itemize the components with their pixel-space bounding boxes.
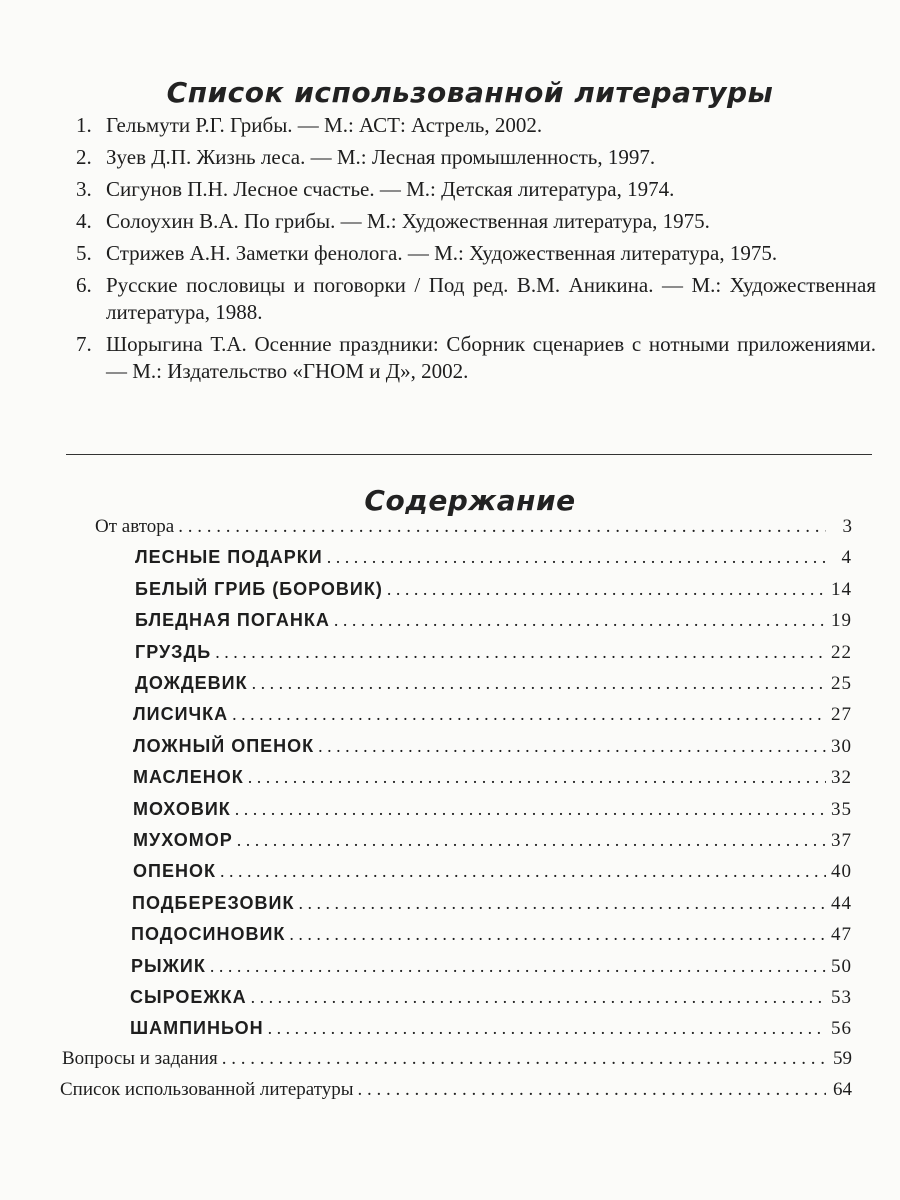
toc-entry: [135, 579, 852, 605]
item-number: 2.: [76, 145, 92, 169]
toc-entry-label: БЛЕДНАЯ ПОГАНКА: [135, 610, 330, 631]
bibliography-item: [76, 176, 876, 203]
dot-leader: [298, 893, 826, 914]
dot-leader: [318, 736, 826, 757]
toc-entry-page: 35: [831, 798, 852, 820]
dot-leader: [252, 673, 826, 694]
dot-leader: [215, 642, 826, 663]
toc-entry-page: 53: [831, 987, 852, 1008]
item-text: Гельмути Р.Г. Грибы. — М.: АСТ: Астрель, 2002.: [106, 113, 543, 137]
toc-entry-page: 30: [831, 735, 852, 757]
dot-leader: [268, 1018, 826, 1039]
dot-leader: [220, 861, 826, 882]
toc-entry-page: 27: [831, 704, 852, 726]
toc-entry-label: РЫЖИК: [131, 955, 206, 976]
dot-leader: [237, 830, 826, 851]
dot-leader: [248, 767, 826, 788]
item-number: 3.: [76, 177, 92, 201]
bibliography-item: [76, 112, 876, 139]
toc-entry: [133, 767, 852, 793]
toc-entry-label: МУХОМОР: [133, 830, 233, 850]
bibliography-title: Список использованной литературы: [166, 76, 774, 109]
bibliography-item: [76, 208, 876, 235]
toc-entry: [135, 547, 852, 573]
toc-entry-label: ЛЕСНЫЕ ПОДАРКИ: [135, 547, 323, 568]
item-number: 4.: [76, 209, 92, 233]
dot-leader: [222, 1048, 826, 1070]
toc-entry-page: 32: [831, 767, 852, 789]
toc-entry-page: 3: [842, 516, 852, 537]
toc-entry-page: 44: [831, 892, 852, 914]
toc-entry: [62, 1048, 852, 1074]
toc-entry-label: БЕЛЫЙ ГРИБ (БОРОВИК): [135, 578, 383, 599]
toc-entry: [135, 673, 852, 699]
toc-entry-label: СЫРОЕЖКА: [130, 987, 247, 1007]
toc-entry: [135, 642, 852, 668]
item-number: 6.: [76, 273, 92, 297]
dot-leader: [178, 516, 826, 538]
toc-entry-label: ОПЕНОК: [133, 861, 216, 882]
toc-entry-label: ЛОЖНЫЙ ОПЕНОК: [133, 735, 315, 756]
toc-entry-page: 40: [831, 861, 852, 883]
toc-entry-label: ЛИСИЧКА: [133, 704, 229, 725]
dot-leader: [235, 799, 826, 820]
dot-leader: [210, 956, 826, 977]
toc-entry: [130, 987, 852, 1013]
dot-leader: [232, 704, 826, 725]
item-number: 7.: [76, 332, 92, 356]
toc-entry-page: 22: [831, 641, 852, 663]
toc-entry-label: ПОДБЕРЕЗОВИК: [132, 892, 295, 913]
toc-entry: [133, 830, 852, 856]
bibliography-item: [76, 272, 876, 326]
toc-entry-page: 59: [833, 1047, 852, 1069]
toc-entry-page: 50: [831, 955, 852, 977]
toc-entry: [133, 861, 852, 887]
item-number: 5.: [76, 241, 92, 265]
toc-entry-label: ДОЖДЕВИК: [135, 673, 248, 693]
item-text: Шорыгина Т.А. Осенние праздники: Сборник сценариев с нотными приложениями. — М.: Издательство «ГНОМ и Д», 2002.: [106, 332, 876, 383]
toc-entry-label: Список использованной литературы: [60, 1079, 354, 1101]
toc-entry-page: 37: [831, 830, 852, 851]
toc-entry: [131, 956, 852, 982]
toc-entry-label: ГРУЗДЬ: [135, 641, 212, 662]
dot-leader: [387, 579, 826, 600]
dot-leader: [289, 924, 826, 945]
dot-leader: [327, 547, 826, 568]
dot-leader: [358, 1079, 826, 1101]
toc-entry: [60, 1079, 852, 1105]
toc-entry: [135, 610, 852, 636]
bibliography-item: [76, 331, 876, 385]
toc-entry-page: 64: [833, 1079, 852, 1101]
toc-entry-page: 14: [831, 578, 852, 600]
item-text: Русские пословицы и поговорки / Под ред. В.М. Аникина. — М.: Художественная литература, 1988.: [106, 273, 876, 324]
toc-entry-page: 19: [831, 610, 852, 632]
toc-entry: [133, 736, 852, 762]
toc-entry-page: 4: [841, 547, 852, 569]
toc-entry: [133, 799, 852, 825]
bibliography-item: [76, 144, 876, 171]
item-text: Солоухин В.А. По грибы. — М.: Художественная литература, 1975.: [106, 209, 710, 233]
toc-entry: [133, 704, 852, 730]
toc-entry-label: ПОДОСИНОВИК: [131, 924, 286, 945]
toc-entry-label: ШАМПИНЬОН: [130, 1018, 264, 1039]
toc-entry: [132, 893, 852, 919]
toc-entry-page: 25: [831, 673, 852, 694]
item-text: Стрижев А.Н. Заметки фенолога. — М.: Художественная литература, 1975.: [106, 241, 778, 265]
contents-title: Содержание: [364, 484, 576, 517]
toc-entry: [95, 516, 852, 542]
toc-entry-label: МОХОВИК: [133, 798, 231, 819]
toc-entry-label: МАСЛЕНОК: [133, 767, 244, 788]
toc-entry-label: Вопросы и задания: [62, 1047, 218, 1069]
dot-leader: [334, 610, 826, 631]
item-number: 1.: [76, 113, 92, 137]
item-text: Сигунов П.Н. Лесное счастье. — М.: Детская литература, 1974.: [106, 177, 675, 201]
section-divider: [66, 454, 872, 455]
toc-entry-page: 56: [831, 1018, 852, 1040]
toc-entry-label: От автора: [95, 516, 175, 537]
dot-leader: [251, 987, 826, 1008]
toc-entry-page: 47: [831, 924, 852, 946]
item-text: Зуев Д.П. Жизнь леса. — М.: Лесная промышленность, 1997.: [106, 145, 656, 169]
toc-entry: [130, 1018, 852, 1044]
bibliography-list: [76, 112, 876, 390]
toc-entry: [131, 924, 852, 950]
bibliography-item: [76, 240, 876, 267]
